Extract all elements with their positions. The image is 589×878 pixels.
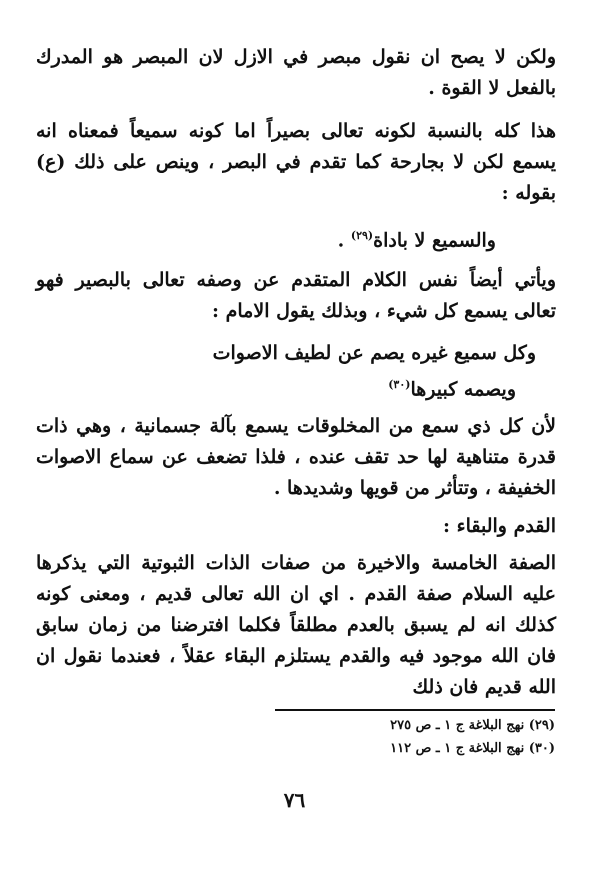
quote-verse-1 [36,220,556,256]
page-number: ٧٦ [283,788,306,812]
section-heading: القدم والبقاء : [443,515,556,537]
quote-verse-2 [36,338,556,405]
footnote-divider [275,709,555,711]
paragraph-4: لأن كل ذي سمع من المخلوقات يسمع بآلة جسمانية ، وهي ذات قدرة متناهية لها حد تقف عنده ، فلذا تضعف عن سماع الاصوات الخفيفة ، وتتأثر من قويها وشديدها . [36,415,556,499]
quote-verse-2-line-2-wrap [36,369,536,405]
paragraph-1: ولكن لا يصح ان نقول مبصر في الازل لان المبصر هو المدرك بالفعل لا القوة . [36,46,556,99]
footnote-30: (٣٠) نهج البلاغة ج ١ ـ ص ١١٢ [390,741,555,756]
footnote-ref-29: (٢٩) [350,229,374,242]
quote-verse-2-line-1: وكل سميع غيره يصم عن لطيف الاصوات [212,342,536,364]
paragraph-2: هذا كله بالنسبة لكونه تعالى بصيراً اما كونه سميعاً فمعناه انه يسمع لكن لا بجارحة كما تقدم في البصر ، وينص على ذلك (ع) بقوله : [36,120,556,204]
paragraph-5: الصفة الخامسة والاخيرة من صفات الذات الثبوتية التي يذكرها عليه السلام صفة القدم . اي ان الله تعالى قديم ، ومعنى كونه كذلك انه لم يسبق بالعدم مطلقاً فكلما افترضنا من زمان سابق فان الله موجود فيه والقدم يستلزم البقاء عقلاً ، فعندما نقول ان الله قديم فان ذلك [36,552,556,698]
quote-verse-1-end: . [337,229,345,252]
quote-verse-1-text: والسميع لا باداة [373,229,496,252]
footnote-29: (٢٩) نهج البلاغة ج ١ ـ ص ٢٧٥ [390,718,555,733]
paragraph-3: ويأتي أيضاً نفس الكلام المتقدم عن وصفه تعالى بالبصير فهو تعالى يسمع كل شيء ، وبذلك يقول الامام : [36,269,556,322]
quote-verse-2-line-2: ويصمه كبيرها [410,378,516,401]
footnote-ref-30: (٣٠) [388,378,411,391]
